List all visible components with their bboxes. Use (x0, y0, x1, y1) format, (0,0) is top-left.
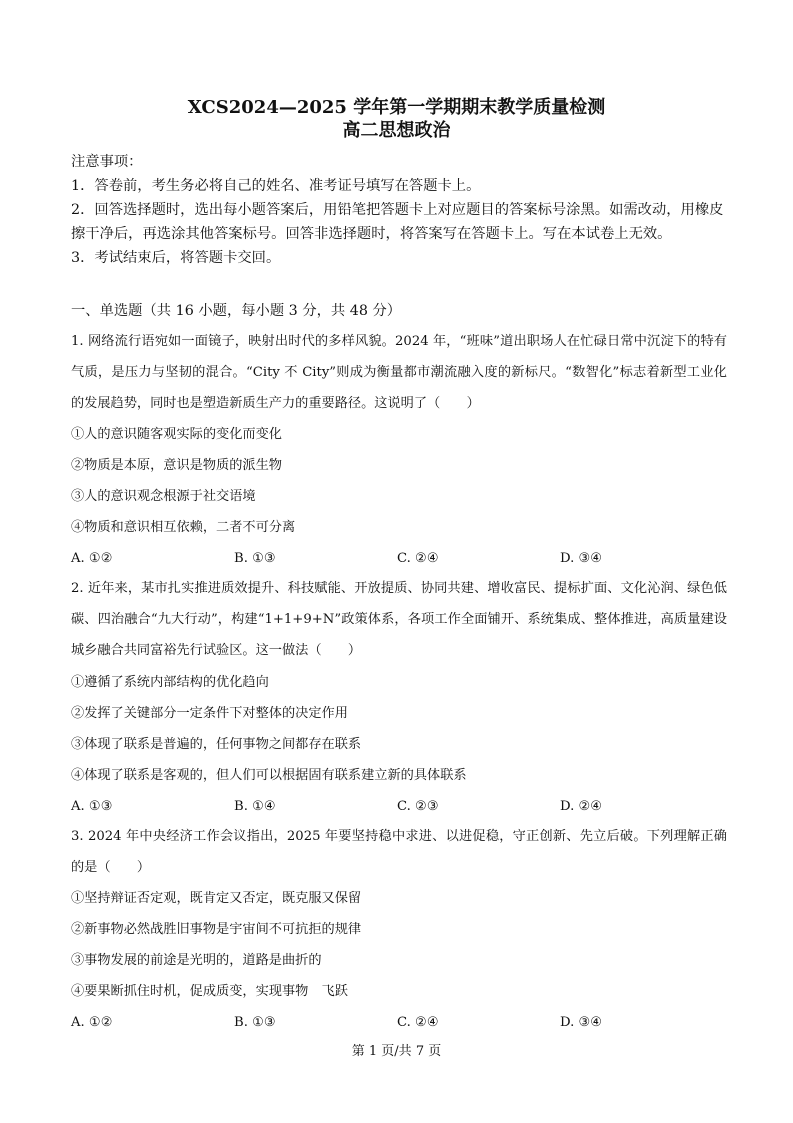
choice-b: B. ①③ (234, 1015, 276, 1031)
choice-d: D. ③④ (560, 551, 603, 567)
notice-item-1: 1．答卷前，考生务必将自己的姓名、准考证号填写在答题卡上。 (71, 178, 481, 194)
choice-c: C. ②④ (397, 1015, 439, 1031)
answer-choices (71, 543, 727, 574)
choice-a: A. ①② (71, 1015, 113, 1031)
statement-option: ③人的意识观念根源于社交语境 (71, 489, 256, 505)
question-list (71, 327, 727, 1038)
statement-option: ②物质是本原，意识是物质的派生物 (71, 458, 282, 474)
question-stem: 3. 2024 年中央经济工作会议指出，2025 年要坚持稳中求进、以进促稳，守正创新、先立后破。下列理解正确的是（ ） (71, 828, 727, 875)
exam-header (0, 96, 793, 142)
notice-heading: 注意事项： (71, 154, 143, 170)
choice-c: C. ②③ (397, 798, 439, 814)
statement-option: ④物质和意识相互依赖，二者不可分离 (71, 520, 296, 536)
choice-b: B. ①③ (234, 551, 276, 567)
statement-option: ④体现了联系是客观的，但人们可以根据固有联系建立新的具体联系 (71, 767, 467, 783)
question-1 (71, 327, 727, 574)
page-number: 第 1 页/共 7 页 (351, 1044, 442, 1059)
section-title: 一、单选题（共 16 小题，每小题 3 分，共 48 分） (71, 303, 402, 319)
notice-item-2: 2．回答选择题时，选出每小题答案后，用铅笔把答题卡上对应题目的答案标号涂黑。如需改动，用橡皮擦干净后，再选涂其他答案标号。回答非选择题时，将答案写在答题卡上。写在本试卷上无效。 (71, 202, 724, 242)
statement-option: ③体现了联系是普遍的，任何事物之间都存在联系 (71, 736, 362, 752)
statement-option: ①人的意识随客观实际的变化而变化 (71, 427, 282, 443)
choice-d: D. ②④ (560, 798, 603, 814)
question-3 (71, 822, 727, 1039)
choice-c: C. ②④ (397, 551, 439, 567)
statement-option: ①遵循了系统内部结构的优化趋向 (71, 674, 269, 690)
question-stem: 2. 近年来，某市扎实推进质效提升、科技赋能、开放提质、协同共建、增收富民、提标扩面、文化沁润、绿色低碳、四治融合“九大行动”，构建“1+1+9+N”政策体系，各项工作全面铺开、系统集成、整体推进，高质量建设城乡融合共同富裕先行试验区。这一做法（ ） (71, 581, 727, 658)
statement-option: ②新事物必然战胜旧事物是宇宙间不可抗拒的规律 (71, 922, 362, 938)
choice-d: D. ③④ (560, 1015, 603, 1031)
choice-b: B. ①④ (234, 798, 276, 814)
question-stem: 1. 网络流行语宛如一面镜子，映射出时代的多样风貌。2024 年，“班味”道出职场人在忙碌日常中沉淀下的特有气质，是压力与坚韧的混合。“City 不 City”则成为衡量都市潮流融入度的新标尺。“数智化”标志着新型工业化的发展趋势，同时也是塑造新质生产力的重要路径。这说明了（ ） (71, 334, 727, 411)
exam-title: XCS2024—2025 学年第一学期期末教学质量检测 (187, 97, 606, 118)
statement-option: ①坚持辩证否定观，既肯定又否定，既克服又保留 (71, 891, 362, 907)
answer-choices (71, 791, 727, 822)
choice-a: A. ①② (71, 551, 113, 567)
question-2 (71, 574, 727, 821)
statement-option: ④要果断抓住时机，促成质变，实现事物 飞跃 (71, 984, 348, 1000)
notice-section (71, 150, 727, 270)
notice-item-3: 3．考试结束后，将答题卡交回。 (71, 250, 281, 266)
statement-option: ②发挥了关键部分一定条件下对整体的决定作用 (71, 705, 348, 721)
exam-subject: 高二思想政治 (342, 120, 451, 141)
statement-option: ③事物发展的前途是光明的，道路是曲折的 (71, 953, 322, 969)
answer-choices (71, 1007, 727, 1038)
choice-a: A. ①③ (71, 798, 113, 814)
